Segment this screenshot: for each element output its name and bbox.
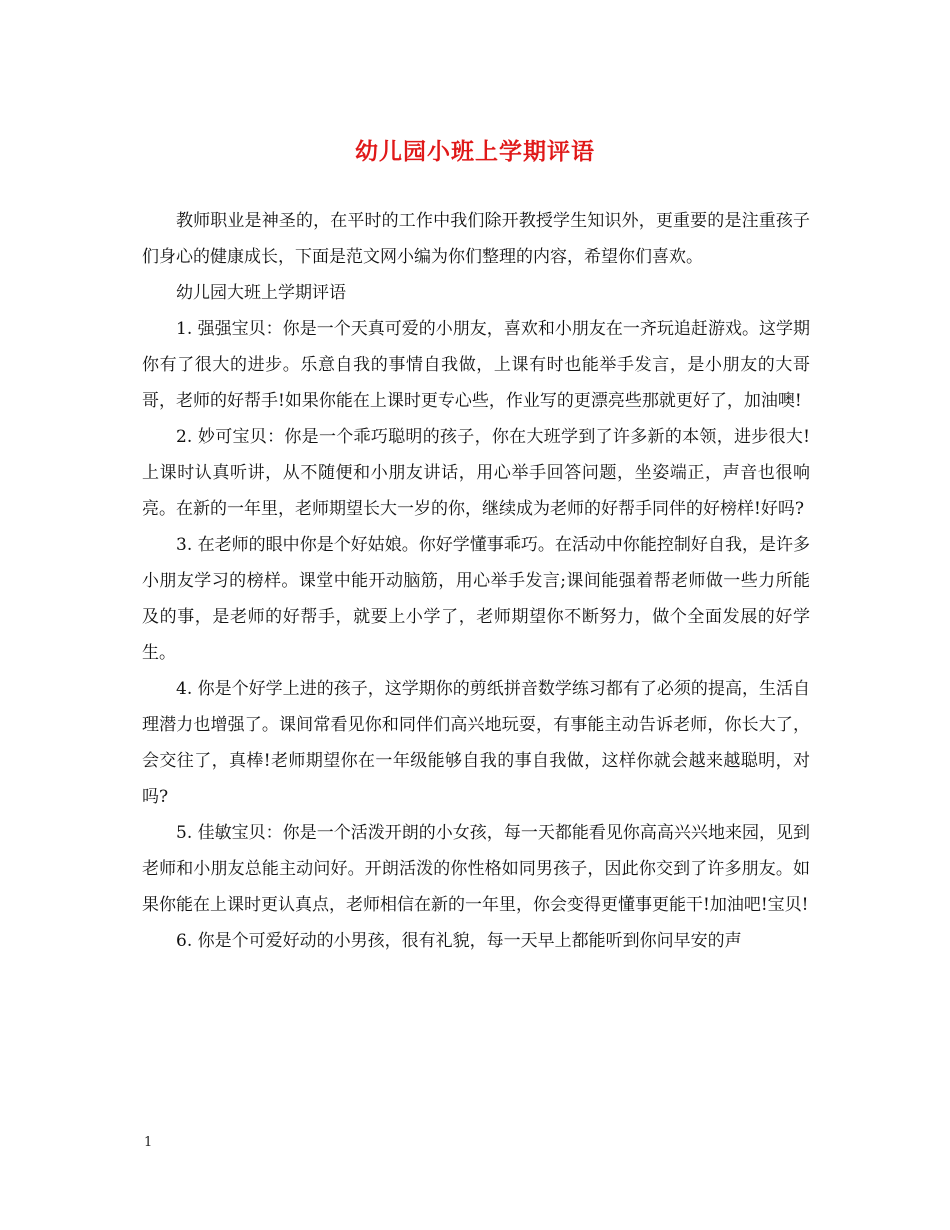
- document-body: [142, 203, 810, 959]
- document-title: 幼儿园小班上学期评语: [355, 138, 595, 165]
- comment-paragraph-1: 1. 强强宝贝：你是一个天真可爱的小朋友，喜欢和小朋友在一齐玩追赶游戏。这学期你有了很大的进步。乐意自我的事情自我做，上课有时也能举手发言，是小朋友的大哥哥，老师的好帮手!如果你能在上课时更专心些，作业写的更漂亮些那就更好了，加油噢!: [142, 319, 810, 411]
- comment-paragraph-3: 3. 在老师的眼中你是个好姑娘。你好学懂事乖巧。在活动中你能控制好自我，是许多小朋友学习的榜样。课堂中能开动脑筋，用心举手发言;课间能强着帮老师做一些力所能及的事，是老师的好帮手，就要上小学了，老师期望你不断努力，做个全面发展的好学生。: [142, 535, 810, 663]
- comment-paragraph-6: 6. 你是个可爱好动的小男孩，很有礼貌，每一天早上都能听到你问早安的声: [176, 931, 742, 951]
- section-heading: 幼儿园大班上学期评语: [176, 283, 346, 303]
- intro-paragraph: 教师职业是神圣的，在平时的工作中我们除开教授学生知识外，更重要的是注重孩子们身心的健康成长，下面是范文网小编为你们整理的内容，希望你们喜欢。: [142, 211, 810, 267]
- comment-paragraph-4: 4. 你是个好学上进的孩子，这学期你的剪纸拼音数学练习都有了必须的提高，生活自理潜力也增强了。课间常看见你和同伴们高兴地玩耍，有事能主动告诉老师，你长大了，会交往了，真棒!老师期望你在一年级能够自我的事自我做，这样你就会越来越聪明，对吗?: [142, 679, 810, 807]
- page-number: 1: [144, 1135, 153, 1150]
- comment-paragraph-5: 5. 佳敏宝贝：你是一个活泼开朗的小女孩，每一天都能看见你高高兴兴地来园，见到老师和小朋友总能主动问好。开朗活泼的你性格如同男孩子，因此你交到了许多朋友。如果你能在上课时更认真点，老师相信在新的一年里，你会变得更懂事更能干!加油吧!宝贝!: [142, 823, 810, 915]
- comment-paragraph-2: 2. 妙可宝贝：你是一个乖巧聪明的孩子，你在大班学到了许多新的本领，进步很大!上课时认真听讲，从不随便和小朋友讲话，用心举手回答问题，坐姿端正，声音也很响亮。在新的一年里，老师期望长大一岁的你，继续成为老师的好帮手同伴的好榜样!好吗?: [142, 427, 810, 519]
